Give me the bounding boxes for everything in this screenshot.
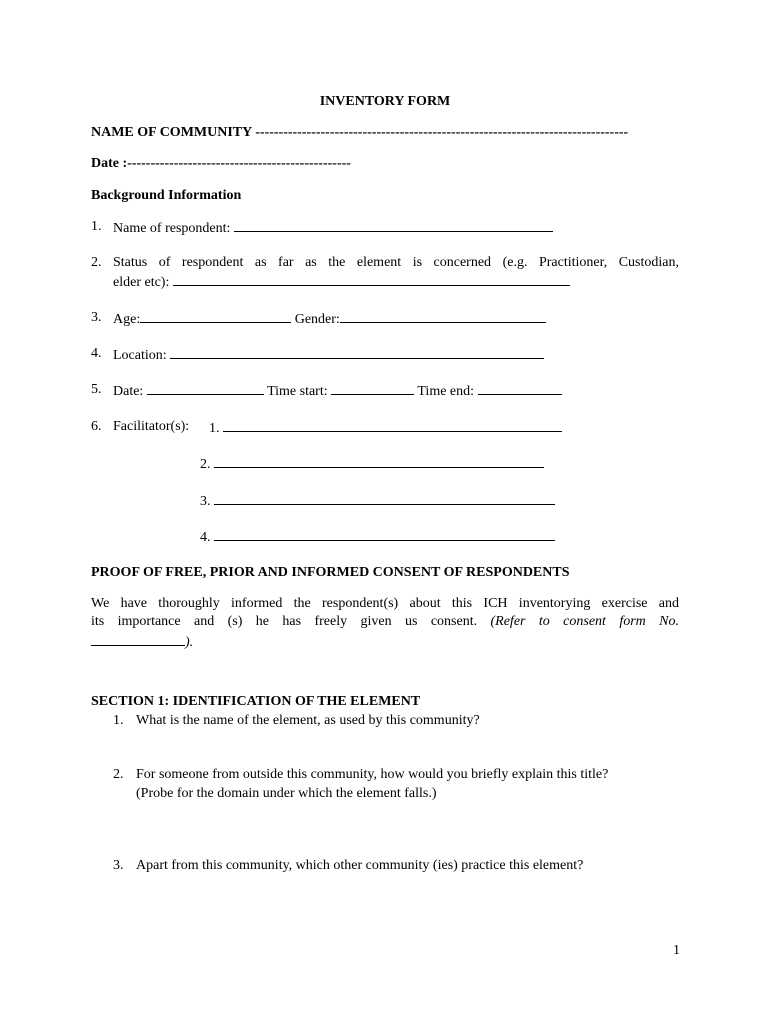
facilitators-label: Facilitator(s): (113, 419, 190, 434)
other-communities-question: Apart from this community, which other community (ies) practice this element? (136, 858, 584, 873)
respondent-status-label: elder etc): (113, 275, 170, 290)
location-field (113, 346, 544, 364)
facilitator-2-line[interactable] (214, 455, 544, 468)
session-date-label: Date: (113, 384, 144, 399)
respondent-status-line[interactable] (173, 273, 570, 286)
form-title: INVENTORY FORM (319, 94, 451, 109)
section1-heading: SECTION 1: IDENTIFICATION OF THE ELEMENT (91, 694, 421, 709)
facilitator-number: 1. (209, 421, 220, 436)
community-field (91, 125, 628, 141)
facilitator-1-field (209, 419, 562, 437)
date-dashes: ------------------------------------------------ (127, 156, 351, 171)
time-start-line[interactable] (331, 382, 414, 395)
explain-title-probe: (Probe for the domain under which the element falls.) (136, 786, 437, 801)
consent-form-number-field (91, 633, 193, 651)
consent-reference: (Refer to consent form No. (490, 614, 680, 629)
item-number: 3. (91, 310, 102, 325)
date-label: Date : (91, 156, 128, 171)
facilitator-3-line[interactable] (214, 492, 555, 505)
community-label: NAME OF COMMUNITY (91, 125, 252, 140)
consent-statement: its importance and (s) he has freely given us consent. (91, 614, 478, 629)
item-number: 3. (113, 858, 124, 873)
respondent-name-line[interactable] (234, 219, 553, 232)
age-gender-field (113, 310, 546, 328)
item-number: 4. (91, 346, 102, 361)
item-number: 2. (113, 767, 124, 782)
explain-title-question: For someone from outside this community, how would you briefly explain this title? (136, 767, 609, 782)
consent-heading: PROOF OF FREE, PRIOR AND INFORMED CONSENT OF RESPONDENTS (91, 565, 570, 580)
facilitator-number: 2. (200, 457, 211, 472)
facilitator-number: 3. (200, 494, 211, 509)
facilitator-1-line[interactable] (223, 419, 562, 432)
item-number: 6. (91, 419, 102, 434)
location-line[interactable] (170, 346, 544, 359)
facilitator-number: 4. (200, 530, 211, 545)
consent-text-line1: We have thoroughly informed the respondent(s) about this ICH inventorying exercise and (91, 596, 679, 611)
item-number: 2. (91, 255, 102, 270)
gender-line[interactable] (340, 310, 546, 323)
item-number: 1. (113, 713, 124, 728)
community-dashes: -------------------------------------------------------------------------------- (255, 125, 629, 140)
age-line[interactable] (140, 310, 291, 323)
respondent-name-field (113, 219, 553, 237)
respondent-status-text: Status of respondent as far as the element is concerned (e.g. Practitioner, Custodian, (113, 255, 679, 270)
time-end-line[interactable] (478, 382, 562, 395)
location-label: Location: (113, 348, 167, 363)
consent-form-number-line[interactable] (91, 633, 185, 646)
background-heading: Background Information (91, 188, 242, 203)
time-start-label: Time start: (267, 384, 328, 399)
consent-text-line2 (91, 614, 679, 630)
facilitator-3-field (200, 492, 555, 510)
gender-label: Gender: (294, 312, 340, 327)
date-time-field (113, 382, 562, 400)
facilitator-4-line[interactable] (214, 528, 555, 541)
page-number: 1 (673, 943, 680, 958)
consent-reference-end: ). (185, 635, 194, 650)
date-field (91, 156, 351, 172)
item-number: 5. (91, 382, 102, 397)
session-date-line[interactable] (147, 382, 264, 395)
item-number: 1. (91, 219, 102, 234)
respondent-status-field (113, 273, 570, 291)
facilitator-4-field (200, 528, 555, 546)
age-label: Age: (113, 312, 141, 327)
facilitator-2-field (200, 455, 544, 473)
element-name-question: What is the name of the element, as used by this community? (136, 713, 480, 728)
respondent-name-label: Name of respondent: (113, 221, 231, 236)
time-end-label: Time end: (417, 384, 475, 399)
